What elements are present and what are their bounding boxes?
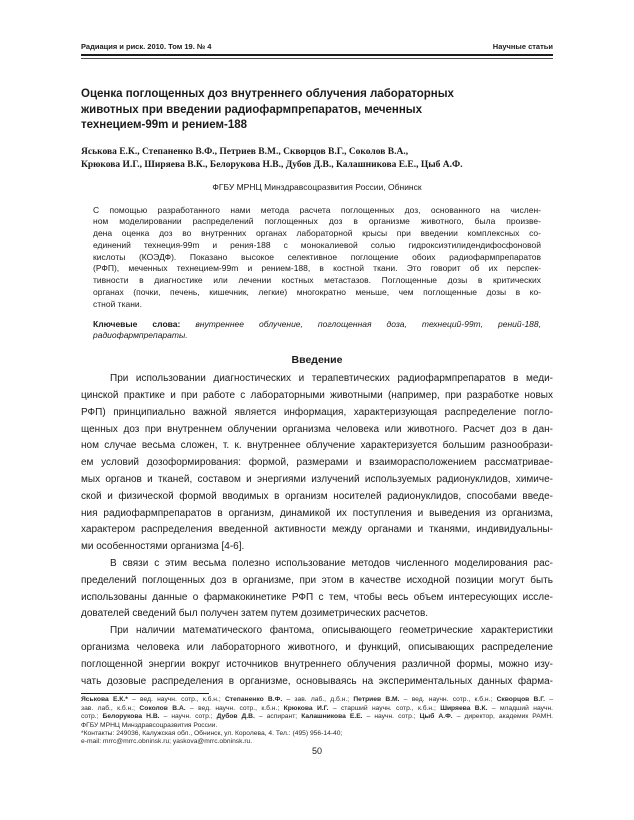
authors-list: Яськова Е.К., Степаненко В.Ф., Петриев В.М., Скворцов В.Г., Соколов В.А., Крюкова И.Г., Ширяева В.К., Белорукова Н.В., Дубов Д.В., Калашникова Е.Е., Цыб А.Ф. (81, 146, 463, 170)
intro-paragraph-3: При наличии математического фантома, описывающего геометрические характеристики организма человека или лабораторного животного, и функций, описывающих распределение поглощенной энергии вокруг источников внутреннего облучения различной формы, можно изу- чать дозовые распределения в организме, основываясь на экспериментальных данных фарма- (81, 625, 553, 687)
affiliation: ФГБУ МРНЦ Минздравсоцразвития России, Обнинск (212, 181, 422, 192)
intro-paragraph-1: При использовании диагностических и терапевтических радиофармпрепаратов в меди- цинской практике и при работе с лабораторными животными (например, при разработке новых РФП) принципиально важной является информация, характеризующая распределение погло- щенных доз при внутреннем облучении организма человека или животного. Расчет доз в дан- ном случае весьма сложен, т. к. внутреннее облучение характеризуется большим разнообрази- ем условий дозоформирования: формой, размерами и взаиморасположением рассматривае- мых органов и тканей, составом и энергиями излучений используемых радионуклидов, химиче- ской и физической формой вводимых в организм носителей радионуклидов, способами введе- ния радиофармпрепаратов в организм, динамикой их поступления и выведения из организма, характером распределения введенной активности между органами и тканями, индивидуальны- ми особенностями организма [4-6]. (81, 373, 553, 553)
page-number: 50 (311, 746, 322, 756)
section-heading-introduction: Введение (291, 354, 343, 367)
section-label: Научные статьи (492, 42, 553, 51)
header-rule (81, 54, 553, 59)
running-head (81, 42, 553, 51)
footnote-rule (81, 693, 209, 694)
footnote-author-details: Яськова Е.К.* – вед. научн. сотр., к.б.н.; Степаненко В.Ф. – зав. лаб., д.б.н.; Петриев В.М. – вед. научн. сотр., к.б.н.; Скворцов В.Г. – зав. лаб., к.б.н.; Соколов В.А. – вед. научн. сотр., к.б.н.; Крюкова И.Г. – старший научн. сотр., к.б.н.; Ширяева В.К. – младший научн. сотр.; Белорукова Н.В. – научн. сотр.; Дубов Д.В. – аспирант; Калашникова Е.Е. – научн. сотр.; Цыб А.Ф. – директор, академик РАМН. ФГБУ МРНЦ Минздравсоцразвития России. *Контакты: 249036, Калужская обл., Обнинск, ул. Королева, 4. Тел.: (495) 956-14-40; e-mail: mrrc@mrrc.obninsk.ru; yaskova@mrrc.obninsk.ru. (81, 696, 554, 746)
article-title: Оценка поглощенных доз внутреннего облучения лабораторных животных при введении радиофармпрепаратов, меченных технецием-99m и рением-188 (81, 88, 454, 131)
abstract: С помощью разработанного нами метода расчета поглощенных доз, основанного на числен- ном моделировании распределений поглощенных доз в организме животного, была произве- дена оценка доз во внутренних органах лабораторной крысы при введении комплексных со- единений технеция-99m и рения-188 с монокалиевой солью гидроксиэтилидендифосфоновой кислоты (КОЭДФ). Показано высокое селективное поглощение обоих радиофармпрепаратов (РФП), меченных технецием-99m и рением-188, в костной ткани. Это говорит об их перспек- тивности в диагностике или лечении костных метастазов. Поглощенные дозы в критических органах (почки, печень, кишечник, легкие) многократно меньше, чем поглощенные дозы в ко- стной ткани. (93, 204, 541, 309)
journal-issue-label: Радиация и риск. 2010. Том 19. № 4 (81, 42, 212, 51)
keywords: Ключевые слова: внутреннее облучение, поглощенная доза, технеций-99m, рений-188, радиофармпрепараты. (93, 318, 541, 341)
intro-paragraph-2: В связи с этим весьма полезно использование методов численного моделирования рас- пределений поглощенных доз в организме, при этом в качестве исходной позиции могут быть использованы данные о фармакокинетике РФП с тем, чтобы весь объем интересующих иссле- дователей сведений был получен затем путем дозиметрических расчетов. (81, 558, 553, 620)
